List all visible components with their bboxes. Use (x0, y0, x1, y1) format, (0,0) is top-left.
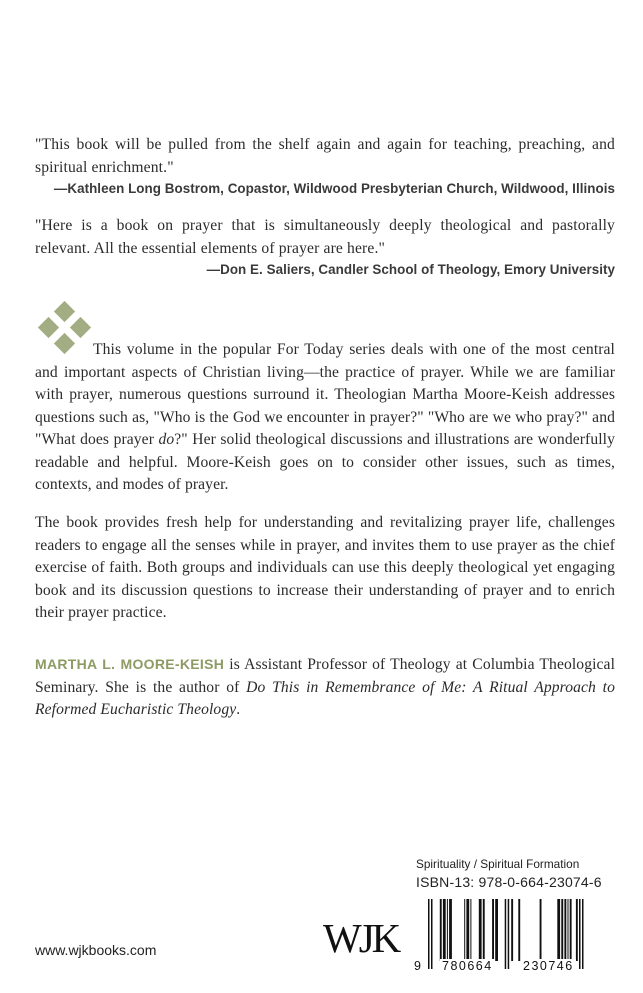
description-paragraph-2: The book provides fresh help for understanding and revitalizing prayer life, challenges readers to engage all the senses while in prayer, and invites them to use prayer as the chief exercise of faith. Both groups and individuals can use this deeply theological yet engaging book and its discussion questions to increase their understanding of prayer and to enrich their prayer practice. (35, 514, 615, 621)
barcode-bar (449, 899, 452, 961)
quote-2-attribution: —Don E. Saliers, Candler School of Theology, Emory University (206, 262, 615, 277)
quote-1: "This book will be pulled from the shelf again and again for teaching, preaching, and spiritual enrichment." (35, 136, 615, 176)
isbn-label: ISBN-13: 978-0-664-23074-6 (416, 874, 602, 890)
barcode-first-digit: 9 (414, 959, 421, 973)
barcode-bar (557, 899, 560, 961)
publisher-logo: WJK (323, 915, 399, 961)
barcode-bar (492, 899, 494, 961)
barcode-right-group: 230746 (523, 959, 574, 973)
barcode-bar (518, 899, 520, 961)
quote-2: "Here is a book on prayer that is simultaneously deeply theological and pastorally relevant. All the essential elements of prayer are here." (35, 217, 615, 257)
author-name: MARTHA L. MOORE-KEISH (35, 656, 225, 672)
barcode-bar (540, 899, 542, 961)
category-label: Spirituality / Spiritual Formation (416, 857, 580, 871)
author-bio: MARTHA L. MOORE-KEISH is Assistant Professor of Theology at Columbia Theological Seminary. She is the author of Do This in Remembrance of Me: A Ritual Approach to Reformed Eucharistic Theology. (35, 656, 615, 718)
barcode-bar (576, 899, 578, 961)
barcode-bar (483, 899, 485, 961)
barcode-bar (495, 899, 498, 961)
barcode-bar (564, 899, 566, 961)
quote-1-attribution: —Kathleen Long Bostrom, Copastor, Wildwood Presbyterian Church, Wildwood, Illinois (53, 181, 615, 196)
barcode-numbers (414, 959, 623, 977)
barcode-bar (570, 899, 572, 961)
author-book-title: Do This in Remembrance of Me: A Ritual Approach to Reformed Eucharistic Theology (35, 678, 615, 718)
barcode-left-group: 780664 (442, 959, 493, 973)
barcode-bar (464, 899, 465, 961)
barcode-bar (443, 899, 446, 961)
barcode-bar (447, 899, 448, 961)
description-paragraph-1: This volume in the popular For Today series deals with one of the most central and important aspects of Christian living—the practice of prayer. While we are familiar with prayer, numerous questions surround it. Theologian Martha Moore-Keish addresses questions such as, "Who is the God we encounter in prayer?" "Who are we who pray?" and "What does prayer do?" Her solid theological discussions and illustrations are wonderfully readable and helpful. Moore-Keish goes on to consider other issues, such as times, contexts, and modes of prayer. (35, 341, 615, 493)
isbn-barcode (414, 899, 623, 979)
barcode-bar (568, 899, 569, 961)
barcode-bar (466, 899, 469, 961)
barcode-bar (561, 899, 563, 961)
barcode-bar (440, 899, 442, 961)
barcode-bar (511, 899, 513, 961)
barcode-bar (479, 899, 482, 961)
website-link[interactable]: www.wjkbooks.com (35, 942, 157, 958)
barcode-bar (470, 899, 471, 961)
